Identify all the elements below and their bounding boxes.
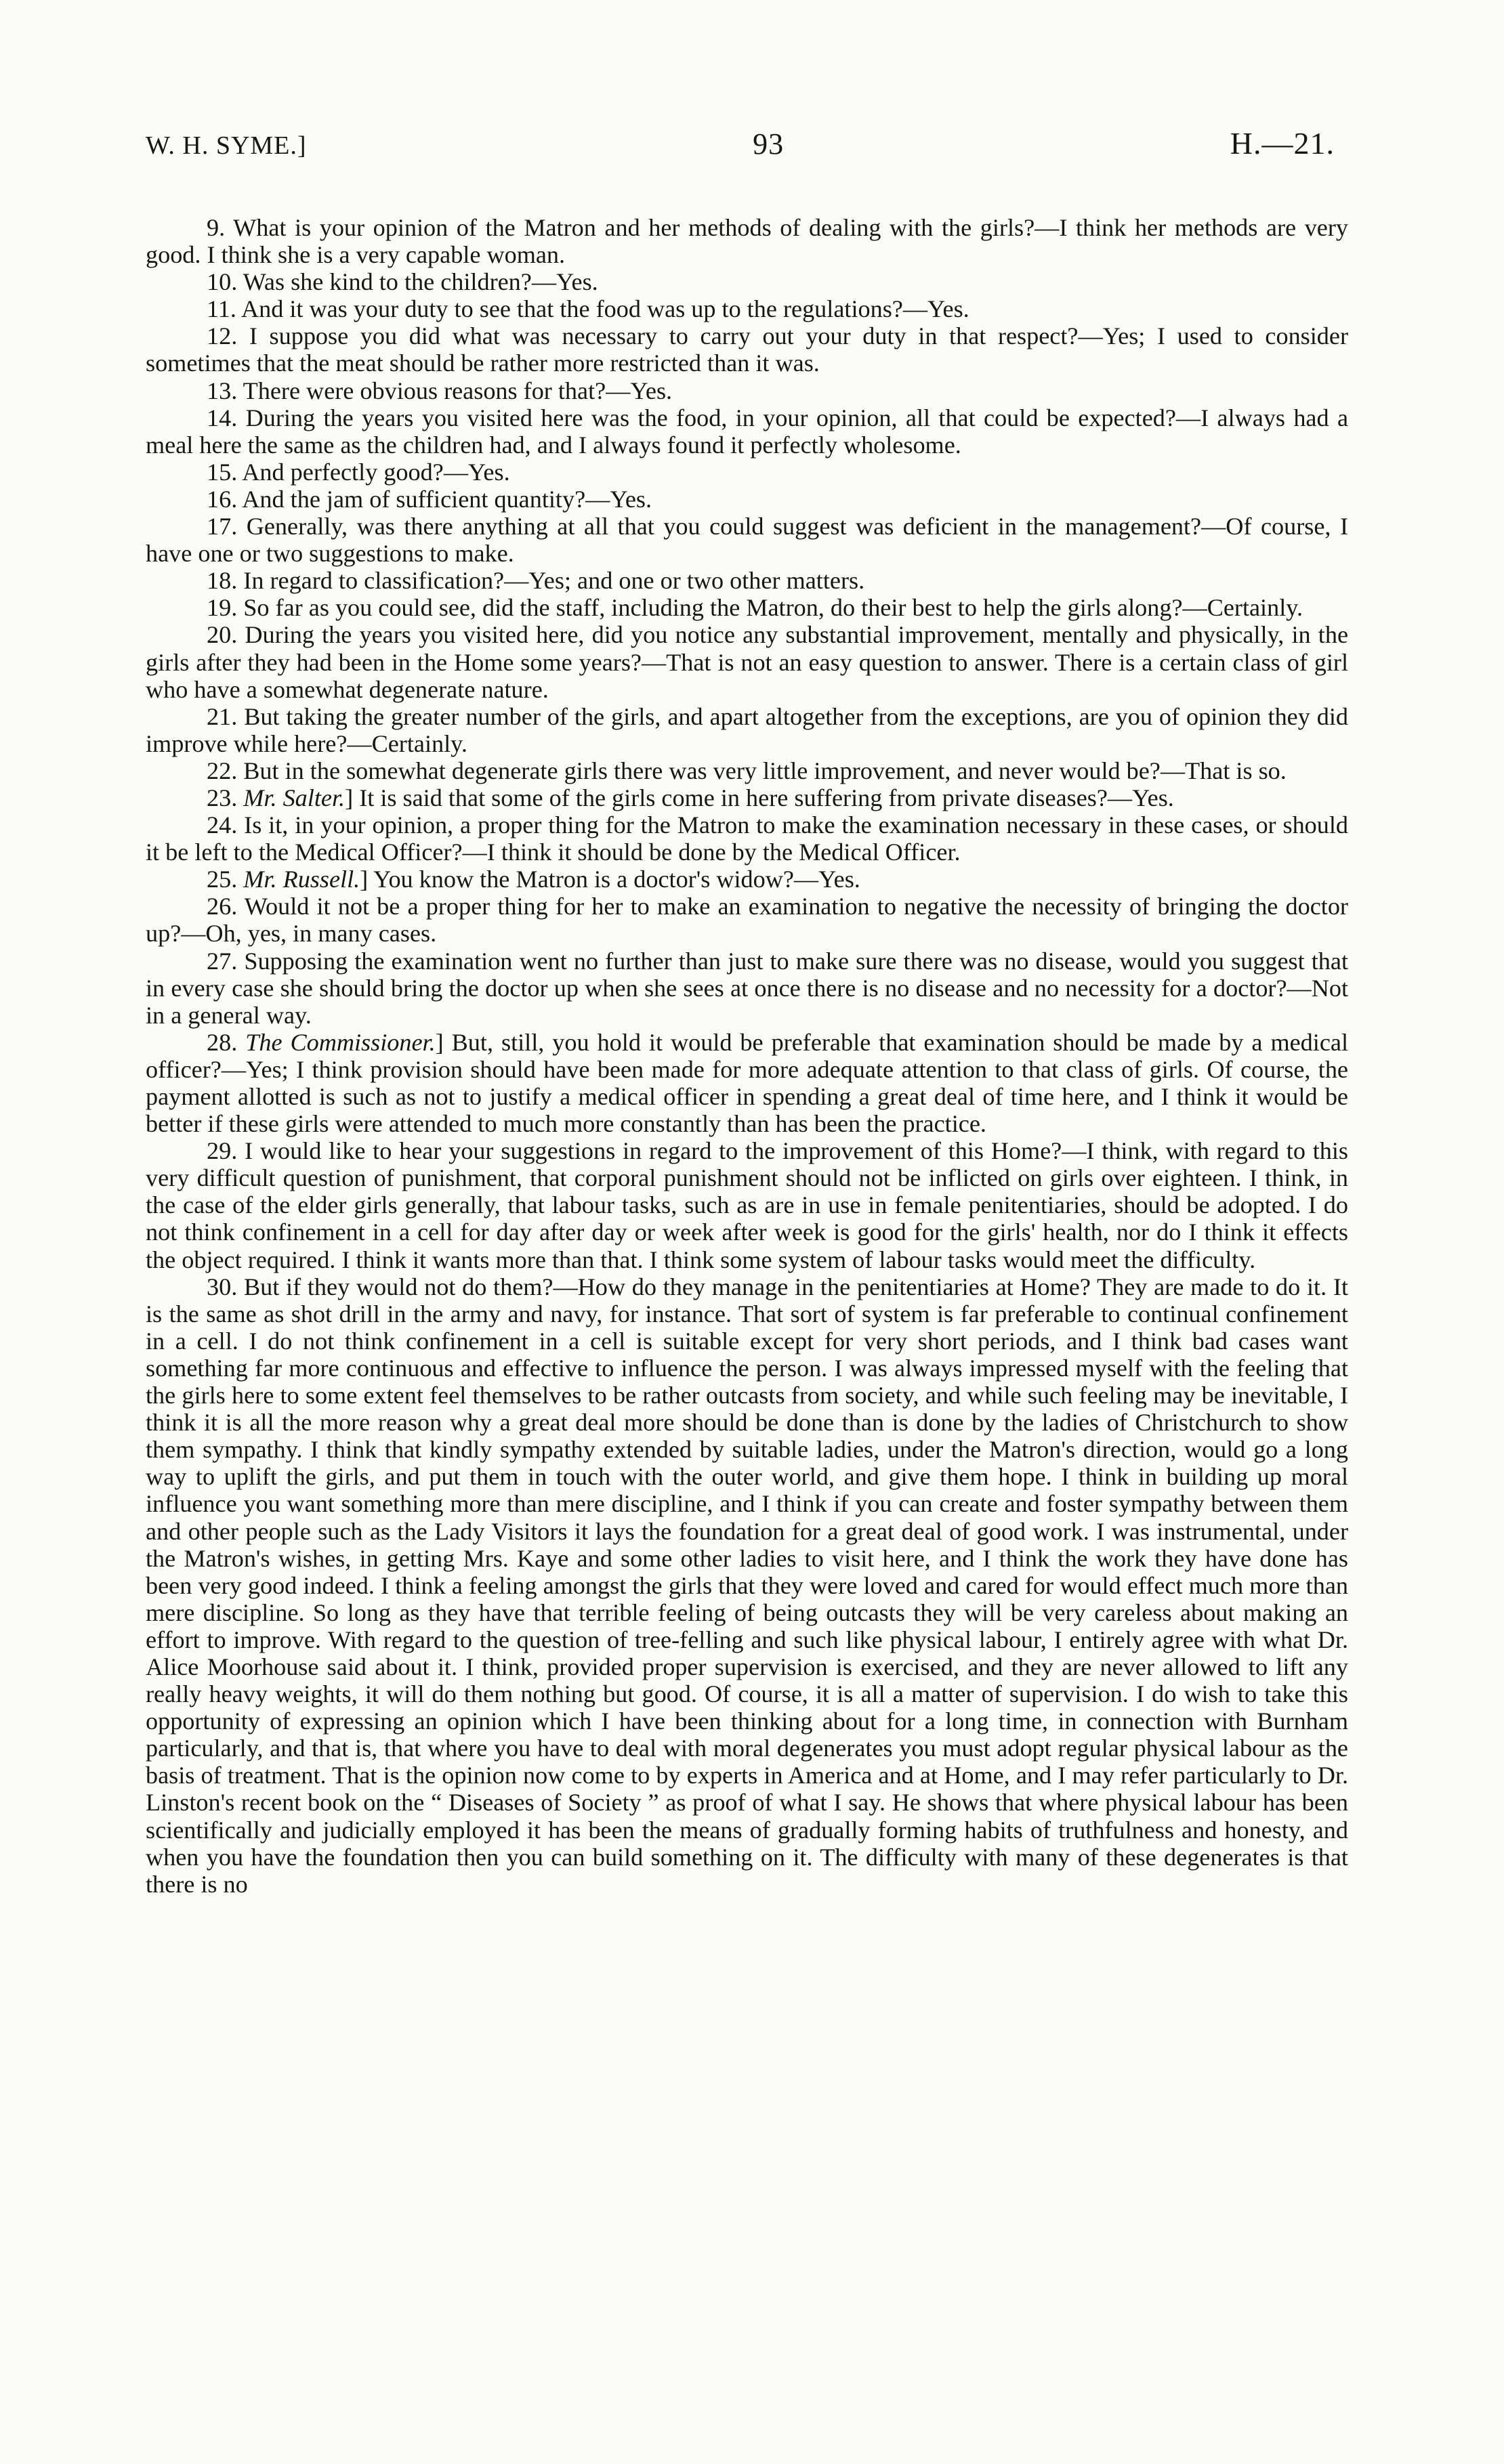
- paragraph-text: But in the somewhat degenerate girls there was very little improvement, and never would be?—That is so.: [243, 757, 1287, 784]
- question-answer-paragraph: [146, 594, 1348, 621]
- question-answer-paragraph: [146, 377, 1348, 404]
- question-answer-paragraph: [146, 513, 1348, 567]
- paragraph-text: I would like to hear your suggestions in regard to the improvement of this Home?—I think, with regard to this very difficult question of punishment, that corporal punishment should not be inflicted on girls over eighteen. I think, in the case of the elder girls generally, that labour tasks, such as are in use in female penitentiaries, should be adopted. I do not think confinement in a cell for day after day or week after week is good for the girls' health, nor do I think it effects the object required. I think it wants more than that. I think some system of labour tasks would meet the difficulty.: [146, 1137, 1349, 1273]
- paragraph-number: 10.: [207, 268, 238, 296]
- question-answer-paragraph: [146, 1137, 1348, 1273]
- paragraph-number: 9.: [207, 214, 226, 241]
- speaker-name: Mr. Russell.: [243, 866, 360, 893]
- paragraph-text: In regard to classification?—Yes; and one or two other matters.: [243, 567, 865, 595]
- question-answer-paragraph: [146, 295, 1348, 322]
- paragraph-text: And it was your duty to see that the food was up to the regulations?—Yes.: [241, 295, 969, 323]
- paper-reference: H.—21.: [1230, 126, 1335, 161]
- paragraph-number: 30.: [207, 1273, 238, 1300]
- question-answer-paragraph: [146, 948, 1348, 1029]
- paragraph-number: 13.: [207, 377, 238, 404]
- question-answer-paragraph: 25. Mr. Russell.] You know the Matron is a doctor's widow?—Yes.: [207, 866, 860, 893]
- question-answer-paragraph: [146, 893, 1348, 947]
- paragraph-text: What is your opinion of the Matron and her methods of dealing with the girls?—I think her methods are very good. I think she is a very capable woman.: [146, 214, 1348, 269]
- question-answer-paragraph: [146, 567, 1348, 594]
- witness-name-header: W. H. SYME.]: [146, 131, 307, 160]
- question-answer-paragraph: [146, 621, 1348, 702]
- paragraph-number: 24.: [207, 811, 238, 839]
- paragraph-number: 17.: [207, 513, 238, 540]
- paragraph-number: 14.: [207, 404, 238, 431]
- paragraph-text: There were obvious reasons for that?—Yes.: [243, 377, 673, 404]
- paragraph-number: 11.: [207, 295, 236, 323]
- question-answer-paragraph: 23. Mr. Salter.] It is said that some of the girls come in here suffering from private diseases?—Yes.: [207, 784, 1174, 811]
- paragraph-number: 21.: [207, 702, 238, 730]
- paragraph-number: 18.: [207, 567, 238, 595]
- question-answer-paragraph: [146, 757, 1348, 784]
- paragraph-text: And the jam of sufficient quantity?—Yes.: [242, 485, 652, 513]
- paragraph-text: And perfectly good?—Yes.: [242, 458, 510, 486]
- paragraph-text: During the years you visited here was the food, in your opinion, all that could be expected?—I always had a meal here the same as the children had, and I always found it perfectly wholesome.: [146, 404, 1349, 459]
- paragraph-text: But taking the greater number of the girls, and apart altogether from the exceptions, are you of opinion they did improve while here?—Certainly.: [146, 702, 1349, 757]
- question-answer-paragraph: [146, 404, 1348, 459]
- paragraph-text: But, still, you hold it would be preferable that examination should be made by a medical officer?—Yes; I think provision should have been made for more adequate attention to that class of girls. Of course, the payment allotted is such as not to justify a medical officer in spending a great deal of time here, and I think it would be better if these girls were attended to much more constantly than has been the practice.: [146, 1028, 1349, 1138]
- paragraph-text: Would it not be a proper thing for her to make an examination to negative the necessity of bringing the doctor up?—Oh, yes, in many cases.: [146, 893, 1348, 948]
- paragraph-text: It is said that some of the girls come in here suffering from private diseases?—Yes.: [359, 784, 1174, 811]
- paragraph-number: 28.: [207, 1028, 238, 1056]
- page-header: [146, 125, 1348, 161]
- paragraph-text: Was she kind to the children?—Yes.: [243, 268, 598, 296]
- question-answer-paragraph: [146, 322, 1348, 377]
- question-answer-paragraph: [146, 214, 1348, 268]
- paragraph-text: You know the Matron is a doctor's widow?—Yes.: [373, 866, 860, 893]
- question-answer-paragraph: 28. The Commissioner.] But, still, you hold it would be preferable that examination should be made by a medical officer?—Yes; I think provision should have been made for more adequate attention to that class of girls. Of course, the payment allotted is such as not to justify a medical officer in spending a great deal of time here, and I think it would be better if these girls were attended to much more constantly than has been the practice.: [146, 1028, 1349, 1138]
- question-answer-paragraph: [146, 486, 1348, 513]
- paragraph-number: 12.: [207, 322, 238, 350]
- paragraph-text: Generally, was there anything at all that you could suggest was deficient in the management?—Of course, I have one or two suggestions to make.: [146, 513, 1349, 568]
- paragraph-number: 23.: [207, 784, 238, 811]
- question-answer-paragraph: [146, 1273, 1348, 1898]
- paragraph-number: 22.: [207, 757, 238, 784]
- paragraph-text: But if they would not do them?—How do they manage in the penitentiaries at Home? They are made to do it. It is the same as shot drill in the army and navy, for instance. That sort of system is far preferable to continual confinement in a cell. I do not think confinement in a cell is suitable except for very short periods, and I think bad cases want something far more continuous and effective to influence the person. I was always impressed myself with the feeling that the girls here to some extent feel themselves to be rather outcasts from society, and while such feeling may be inevitable, I think it is all the more reason why a great deal more should be done than is done by the ladies of Christchurch to show them sympathy. I think that kindly sympathy extended by suitable ladies, under the Matron's direction, would go a long way to uplift the girls, and put them in touch with the outer world, and give them hope. I think in building up moral influence you want something more than mere discipline, and I think if you can create and foster sympathy between them and other people such as the Lady Visitors it lays the foundation for a great deal of good work. I was instrumental, under the Matron's wishes, in getting Mrs. Kaye and some other ladies to visit here, and I think the work they have done has been very good indeed. I think a feeling amongst the girls that they were loved and cared for would effect much more than mere discipline. So long as they have that terrible feeling of being outcasts they will be very careless about making an effort to improve. With regard to the question of tree-felling and such like physical labour, I entirely agree with what Dr. Alice Moorhouse said about it. I think, provided proper supervision is exercised, and they are never allowed to lift any really heavy weights, it will do them nothing but good. Of course, it is all a matter of supervision. I do wish to take this opportunity of expressing an opinion which I have been thinking about for a long time, in connection with Burnham particularly, and that is, that where you have to deal with moral degenerates you must adopt regular physical labour as the basis of treatment. That is the opinion now come to by experts in America and at Home, and I may refer particularly to Dr. Linston's recent book on the “ Diseases of Society ” as proof of what I say. He shows that where physical labour has been scientifically and judicially employed it has been the means of gradually forming habits of truthfulness and honesty, and when you have the foundation then you can build something on it. The difficulty with many of these degenerates is that there is no: [146, 1273, 1348, 1898]
- paragraph-text: So far as you could see, did the staff, including the Matron, do their best to help the girls along?—Certainly.: [243, 594, 1303, 622]
- paragraph-number: 15.: [207, 458, 238, 486]
- speaker-name: Mr. Salter.: [243, 784, 346, 811]
- question-answer-paragraph: [146, 811, 1348, 866]
- paragraph-text: I suppose you did what was necessary to carry out your duty in that respect?—Yes; I used to consider sometimes that the meat should be rather more restricted than it was.: [146, 322, 1349, 377]
- question-answer-paragraph: [146, 703, 1348, 757]
- page-number: 93: [753, 127, 785, 161]
- paragraph-number: 19.: [207, 594, 238, 622]
- paragraph-text: During the years you visited here, did you notice any substantial improvement, mentally and physically, in the girls after they had been in the Home some years?—That is not an easy question to answer. There is a certain class of girl who have a somewhat degenerate nature.: [146, 621, 1349, 703]
- paragraph-number: 20.: [207, 621, 238, 649]
- paragraph-number: 29.: [207, 1137, 238, 1165]
- paragraph-number: 16.: [207, 485, 238, 513]
- paragraph-text: Is it, in your opinion, a proper thing for the Matron to make the examination necessary in these cases, or should it be left to the Medical Officer?—I think it should be done by the Medical Officer.: [146, 811, 1349, 866]
- paragraph-number: 26.: [207, 893, 238, 920]
- paragraph-number: 25.: [207, 866, 238, 893]
- paragraph-text: Supposing the examination went no further than just to make sure there was no disease, would you suggest that in every case she should bring the doctor up when she sees at once there is no disease and no necessity for a doctor?—Not in a general way.: [146, 947, 1348, 1029]
- page-body: [146, 214, 1348, 1898]
- question-answer-paragraph: [146, 268, 1348, 295]
- paragraph-number: 27.: [207, 947, 238, 975]
- speaker-name: The Commissioner.: [245, 1028, 436, 1056]
- question-answer-paragraph: [146, 459, 1348, 486]
